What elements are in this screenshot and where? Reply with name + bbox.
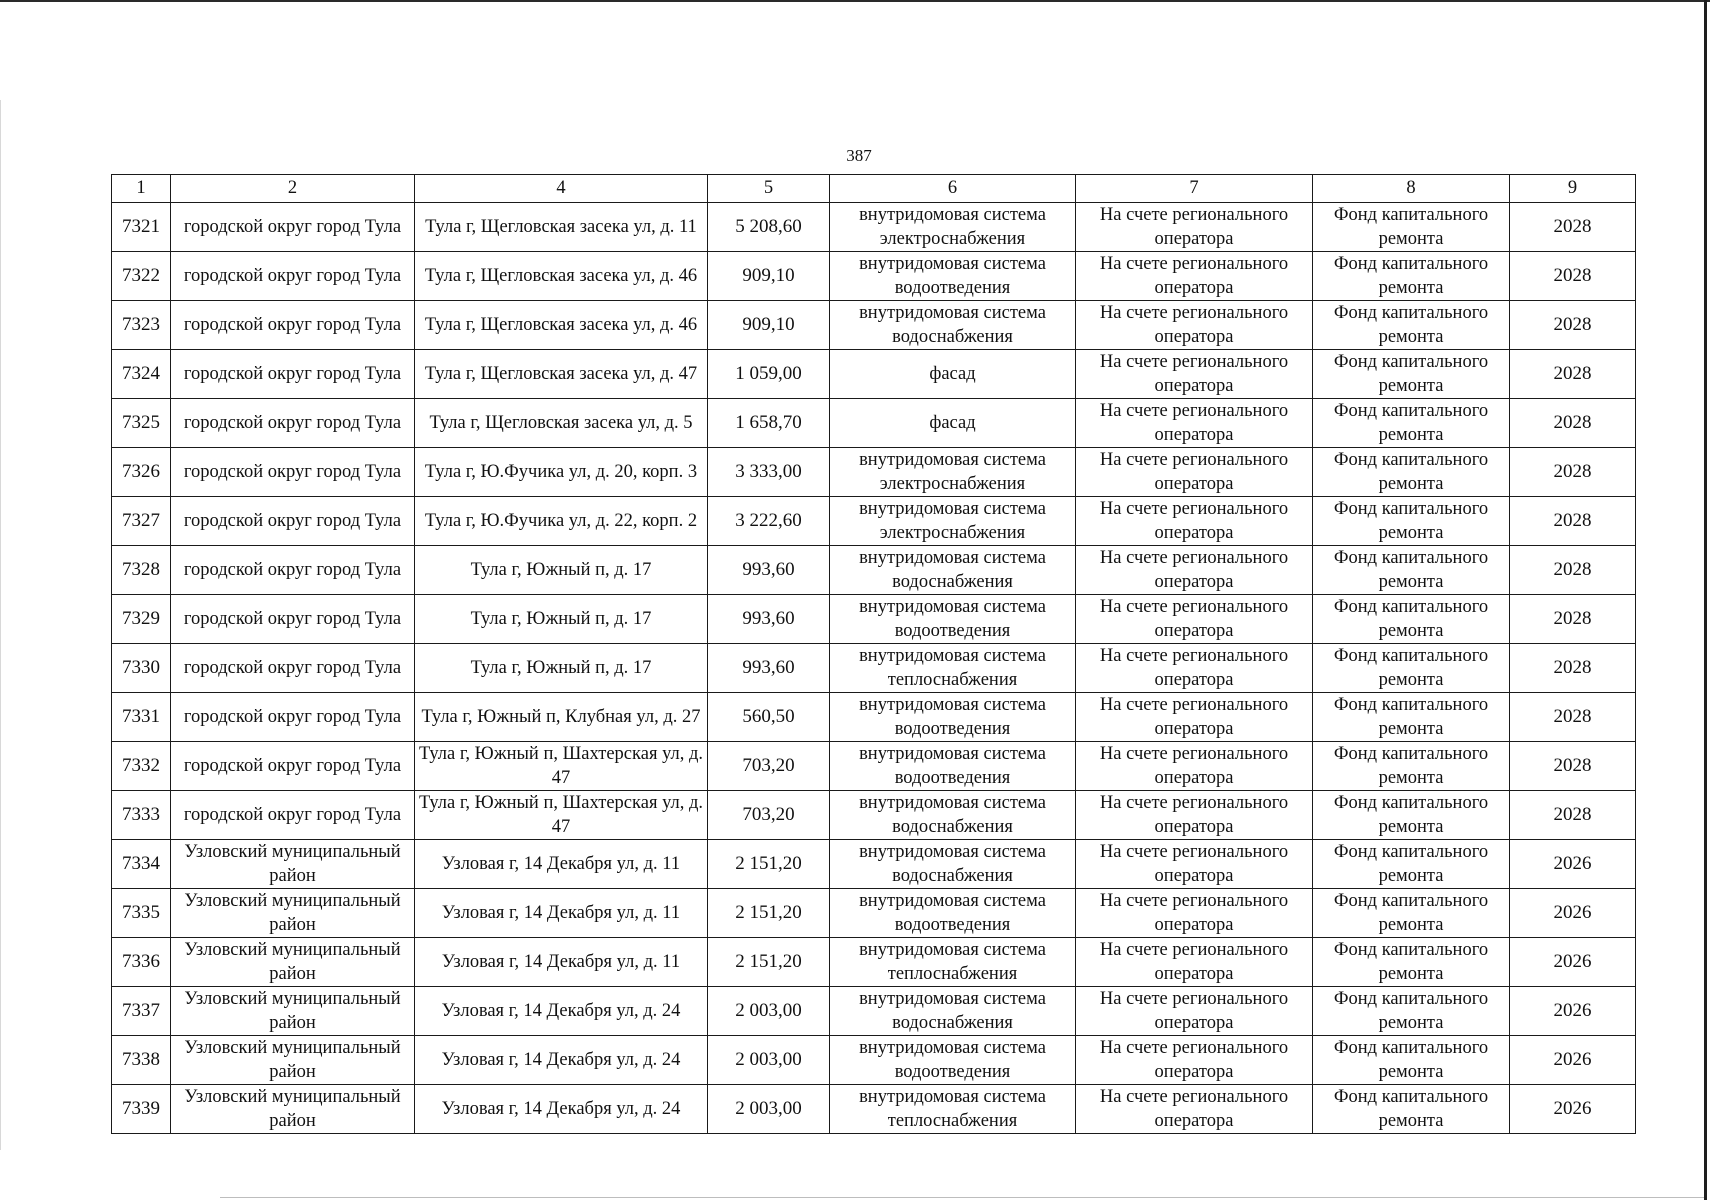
table-row	[112, 889, 1636, 938]
fund-cell: Фонд капитального ремонта	[1313, 1085, 1510, 1134]
row-number-cell: 7332	[112, 742, 171, 791]
address-cell: Тула г, Южный п, д. 17	[415, 644, 708, 693]
table-row	[112, 938, 1636, 987]
account-cell: На счете регионального оператора	[1076, 301, 1313, 350]
district-cell: городской округ город Тула	[171, 595, 415, 644]
work-type-cell: внутридомовая система электроснабжения	[830, 497, 1076, 546]
address-cell: Тула г, Южный п, Шахтерская ул, д. 47	[415, 742, 708, 791]
year-cell: 2026	[1510, 987, 1636, 1036]
table-row	[112, 350, 1636, 399]
row-number-cell: 7336	[112, 938, 171, 987]
district-cell: Узловский муниципальный район	[171, 840, 415, 889]
amount-cell: 2 151,20	[708, 840, 830, 889]
address-cell: Тула г, Южный п, Шахтерская ул, д. 47	[415, 791, 708, 840]
row-number-cell: 7326	[112, 448, 171, 497]
row-number-cell: 7330	[112, 644, 171, 693]
amount-cell: 2 003,00	[708, 1036, 830, 1085]
district-cell: городской округ город Тула	[171, 399, 415, 448]
year-cell: 2026	[1510, 840, 1636, 889]
work-type-cell: фасад	[830, 350, 1076, 399]
table-row	[112, 693, 1636, 742]
account-cell: На счете регионального оператора	[1076, 203, 1313, 252]
table-row	[112, 1085, 1636, 1134]
address-cell: Тула г, Южный п, д. 17	[415, 546, 708, 595]
column-header-8: 8	[1313, 175, 1510, 203]
fund-cell: Фонд капитального ремонта	[1313, 1036, 1510, 1085]
account-cell: На счете регионального оператора	[1076, 840, 1313, 889]
amount-cell: 2 151,20	[708, 938, 830, 987]
year-cell: 2026	[1510, 1085, 1636, 1134]
account-cell: На счете регионального оператора	[1076, 546, 1313, 595]
address-cell: Тула г, Щегловская засека ул, д. 11	[415, 203, 708, 252]
capital-repair-table	[111, 174, 1636, 1134]
year-cell: 2028	[1510, 252, 1636, 301]
year-cell: 2028	[1510, 399, 1636, 448]
work-type-cell: внутридомовая система теплоснабжения	[830, 938, 1076, 987]
district-cell: городской округ город Тула	[171, 742, 415, 791]
district-cell: городской округ город Тула	[171, 252, 415, 301]
year-cell: 2028	[1510, 203, 1636, 252]
table-row	[112, 840, 1636, 889]
work-type-cell: внутридомовая система водоснабжения	[830, 791, 1076, 840]
column-header-6: 6	[830, 175, 1076, 203]
work-type-cell: внутридомовая система водоснабжения	[830, 840, 1076, 889]
header-row	[112, 175, 1636, 203]
work-type-cell: внутридомовая система водоотведения	[830, 252, 1076, 301]
table-row	[112, 252, 1636, 301]
district-cell: Узловский муниципальный район	[171, 987, 415, 1036]
amount-cell: 560,50	[708, 693, 830, 742]
address-cell: Тула г, Щегловская засека ул, д. 46	[415, 301, 708, 350]
table-row	[112, 203, 1636, 252]
column-header-5: 5	[708, 175, 830, 203]
amount-cell: 1 658,70	[708, 399, 830, 448]
amount-cell: 2 003,00	[708, 987, 830, 1036]
amount-cell: 3 222,60	[708, 497, 830, 546]
table-row	[112, 301, 1636, 350]
fund-cell: Фонд капитального ремонта	[1313, 889, 1510, 938]
address-cell: Тула г, Южный п, Клубная ул, д. 27	[415, 693, 708, 742]
work-type-cell: внутридомовая система водоснабжения	[830, 987, 1076, 1036]
year-cell: 2028	[1510, 693, 1636, 742]
work-type-cell: внутридомовая система теплоснабжения	[830, 1085, 1076, 1134]
amount-cell: 5 208,60	[708, 203, 830, 252]
amount-cell: 703,20	[708, 791, 830, 840]
year-cell: 2028	[1510, 301, 1636, 350]
amount-cell: 2 151,20	[708, 889, 830, 938]
fund-cell: Фонд капитального ремонта	[1313, 644, 1510, 693]
page-number: 387	[846, 146, 872, 165]
year-cell: 2028	[1510, 448, 1636, 497]
address-cell: Узловая г, 14 Декабря ул, д. 24	[415, 987, 708, 1036]
table-body	[112, 203, 1636, 1134]
account-cell: На счете регионального оператора	[1076, 595, 1313, 644]
work-type-cell: внутридомовая система водоотведения	[830, 595, 1076, 644]
row-number-cell: 7322	[112, 252, 171, 301]
work-type-cell: внутридомовая система электроснабжения	[830, 203, 1076, 252]
fund-cell: Фонд капитального ремонта	[1313, 987, 1510, 1036]
fund-cell: Фонд капитального ремонта	[1313, 448, 1510, 497]
district-cell: Узловский муниципальный район	[171, 1036, 415, 1085]
account-cell: На счете регионального оператора	[1076, 693, 1313, 742]
district-cell: Узловский муниципальный район	[171, 1085, 415, 1134]
account-cell: На счете регионального оператора	[1076, 448, 1313, 497]
amount-cell: 993,60	[708, 644, 830, 693]
year-cell: 2026	[1510, 938, 1636, 987]
amount-cell: 1 059,00	[708, 350, 830, 399]
work-type-cell: внутридомовая система водоотведения	[830, 742, 1076, 791]
account-cell: На счете регионального оператора	[1076, 742, 1313, 791]
table-row	[112, 546, 1636, 595]
district-cell: городской округ город Тула	[171, 203, 415, 252]
address-cell: Тула г, Ю.Фучика ул, д. 20, корп. 3	[415, 448, 708, 497]
fund-cell: Фонд капитального ремонта	[1313, 938, 1510, 987]
district-cell: городской округ город Тула	[171, 301, 415, 350]
fund-cell: Фонд капитального ремонта	[1313, 693, 1510, 742]
fund-cell: Фонд капитального ремонта	[1313, 203, 1510, 252]
account-cell: На счете регионального оператора	[1076, 1036, 1313, 1085]
scan-edge-top	[0, 0, 1710, 2]
scan-edge-left	[0, 100, 1, 1150]
row-number-cell: 7328	[112, 546, 171, 595]
row-number-cell: 7331	[112, 693, 171, 742]
fund-cell: Фонд капитального ремонта	[1313, 350, 1510, 399]
table-row	[112, 399, 1636, 448]
fund-cell: Фонд капитального ремонта	[1313, 595, 1510, 644]
fund-cell: Фонд капитального ремонта	[1313, 791, 1510, 840]
table-row	[112, 497, 1636, 546]
fund-cell: Фонд капитального ремонта	[1313, 742, 1510, 791]
year-cell: 2028	[1510, 791, 1636, 840]
account-cell: На счете регионального оператора	[1076, 791, 1313, 840]
row-number-cell: 7338	[112, 1036, 171, 1085]
address-cell: Тула г, Южный п, д. 17	[415, 595, 708, 644]
row-number-cell: 7337	[112, 987, 171, 1036]
column-header-4: 4	[415, 175, 708, 203]
row-number-cell: 7329	[112, 595, 171, 644]
address-cell: Тула г, Щегловская засека ул, д. 47	[415, 350, 708, 399]
year-cell: 2028	[1510, 595, 1636, 644]
account-cell: На счете регионального оператора	[1076, 987, 1313, 1036]
table-row	[112, 987, 1636, 1036]
table-row	[112, 791, 1636, 840]
column-header-7: 7	[1076, 175, 1313, 203]
address-cell: Узловая г, 14 Декабря ул, д. 11	[415, 840, 708, 889]
table-row	[112, 1036, 1636, 1085]
work-type-cell: внутридомовая система водоснабжения	[830, 546, 1076, 595]
year-cell: 2026	[1510, 1036, 1636, 1085]
column-header-2: 2	[171, 175, 415, 203]
scan-edge-bottom	[220, 1197, 1704, 1198]
account-cell: На счете регионального оператора	[1076, 497, 1313, 546]
row-number-cell: 7327	[112, 497, 171, 546]
table-row	[112, 644, 1636, 693]
row-number-cell: 7333	[112, 791, 171, 840]
work-type-cell: фасад	[830, 399, 1076, 448]
work-type-cell: внутридомовая система водоотведения	[830, 889, 1076, 938]
amount-cell: 993,60	[708, 595, 830, 644]
table-row	[112, 448, 1636, 497]
amount-cell: 909,10	[708, 252, 830, 301]
year-cell: 2026	[1510, 889, 1636, 938]
district-cell: городской округ город Тула	[171, 448, 415, 497]
amount-cell: 909,10	[708, 301, 830, 350]
amount-cell: 3 333,00	[708, 448, 830, 497]
row-number-cell: 7335	[112, 889, 171, 938]
column-header-9: 9	[1510, 175, 1636, 203]
district-cell: городской округ город Тула	[171, 791, 415, 840]
year-cell: 2028	[1510, 497, 1636, 546]
table-row	[112, 595, 1636, 644]
amount-cell: 2 003,00	[708, 1085, 830, 1134]
fund-cell: Фонд капитального ремонта	[1313, 399, 1510, 448]
row-number-cell: 7323	[112, 301, 171, 350]
work-type-cell: внутридомовая система водоотведения	[830, 693, 1076, 742]
district-cell: городской округ город Тула	[171, 693, 415, 742]
year-cell: 2028	[1510, 644, 1636, 693]
scan-edge-right	[1704, 0, 1707, 1200]
work-type-cell: внутридомовая система теплоснабжения	[830, 644, 1076, 693]
address-cell: Тула г, Щегловская засека ул, д. 5	[415, 399, 708, 448]
year-cell: 2028	[1510, 350, 1636, 399]
fund-cell: Фонд капитального ремонта	[1313, 840, 1510, 889]
address-cell: Тула г, Ю.Фучика ул, д. 22, корп. 2	[415, 497, 708, 546]
account-cell: На счете регионального оператора	[1076, 1085, 1313, 1134]
district-cell: городской округ город Тула	[171, 350, 415, 399]
district-cell: Узловский муниципальный район	[171, 889, 415, 938]
year-cell: 2028	[1510, 742, 1636, 791]
fund-cell: Фонд капитального ремонта	[1313, 252, 1510, 301]
table-row	[112, 742, 1636, 791]
work-type-cell: внутридомовая система водоснабжения	[830, 301, 1076, 350]
account-cell: На счете регионального оператора	[1076, 889, 1313, 938]
account-cell: На счете регионального оператора	[1076, 644, 1313, 693]
row-number-cell: 7334	[112, 840, 171, 889]
row-number-cell: 7339	[112, 1085, 171, 1134]
year-cell: 2028	[1510, 546, 1636, 595]
account-cell: На счете регионального оператора	[1076, 938, 1313, 987]
district-cell: городской округ город Тула	[171, 546, 415, 595]
row-number-cell: 7321	[112, 203, 171, 252]
address-cell: Узловая г, 14 Декабря ул, д. 24	[415, 1085, 708, 1134]
district-cell: городской округ город Тула	[171, 497, 415, 546]
address-cell: Узловая г, 14 Декабря ул, д. 11	[415, 889, 708, 938]
address-cell: Узловая г, 14 Декабря ул, д. 11	[415, 938, 708, 987]
district-cell: Узловский муниципальный район	[171, 938, 415, 987]
account-cell: На счете регионального оператора	[1076, 399, 1313, 448]
table-header	[112, 175, 1636, 203]
work-type-cell: внутридомовая система водоотведения	[830, 1036, 1076, 1085]
district-cell: городской округ город Тула	[171, 644, 415, 693]
account-cell: На счете регионального оператора	[1076, 350, 1313, 399]
fund-cell: Фонд капитального ремонта	[1313, 546, 1510, 595]
fund-cell: Фонд капитального ремонта	[1313, 301, 1510, 350]
account-cell: На счете регионального оператора	[1076, 252, 1313, 301]
fund-cell: Фонд капитального ремонта	[1313, 497, 1510, 546]
amount-cell: 703,20	[708, 742, 830, 791]
row-number-cell: 7324	[112, 350, 171, 399]
amount-cell: 993,60	[708, 546, 830, 595]
row-number-cell: 7325	[112, 399, 171, 448]
column-header-1: 1	[112, 175, 171, 203]
work-type-cell: внутридомовая система электроснабжения	[830, 448, 1076, 497]
address-cell: Узловая г, 14 Декабря ул, д. 24	[415, 1036, 708, 1085]
address-cell: Тула г, Щегловская засека ул, д. 46	[415, 252, 708, 301]
